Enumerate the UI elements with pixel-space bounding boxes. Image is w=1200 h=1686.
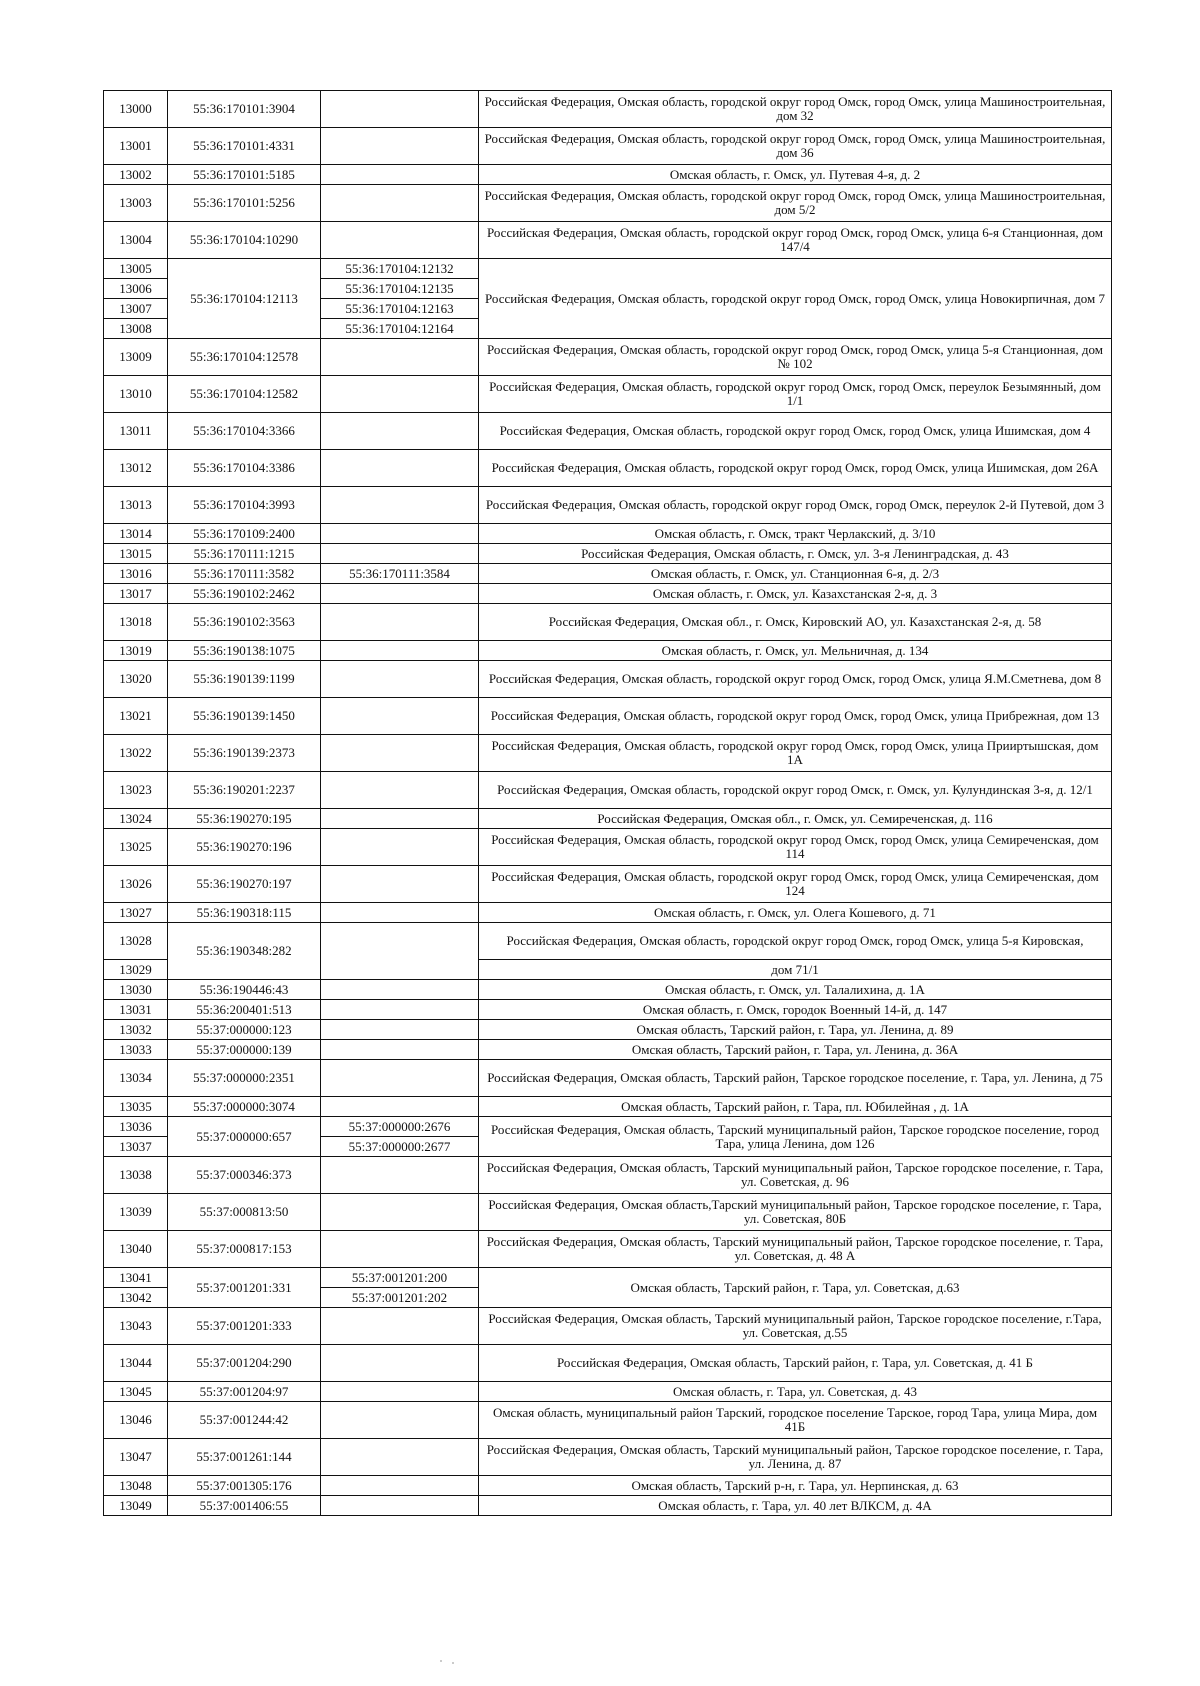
table-row	[104, 339, 1112, 376]
table-row	[104, 165, 1112, 185]
linked-cadastral-number-cell	[321, 185, 479, 222]
linked-cadastral-number-cell	[321, 1060, 479, 1097]
cadastral-number-cell: 55:36:170101:4331	[168, 128, 321, 165]
linked-cadastral-number-cell: 55:37:001201:202	[321, 1288, 479, 1308]
cadastral-number-cell: 55:37:000000:657	[168, 1117, 321, 1157]
record-number-cell: 13001	[104, 128, 168, 165]
table-row	[104, 413, 1112, 450]
linked-cadastral-number-cell	[321, 1097, 479, 1117]
address-cell: Российская Федерация, Омская область, городской округ город Омск, город Омск, переулок Безымянный, дом 1/1	[479, 376, 1112, 413]
linked-cadastral-number-cell: 55:36:170104:12135	[321, 279, 479, 299]
cadastral-number-cell: 55:36:190139:1199	[168, 661, 321, 698]
record-number-cell: 13026	[104, 866, 168, 903]
record-number-cell: 13009	[104, 339, 168, 376]
address-cell: Омская область, г. Омск, ул. Олега Кошевого, д. 71	[479, 903, 1112, 923]
record-number-cell: 13046	[104, 1402, 168, 1439]
address-cell: Российская Федерация, Омская область, городской округ город Омск, город Омск, улица 5-я Кировская,	[479, 923, 1112, 960]
record-number-cell: 13037	[104, 1137, 168, 1157]
linked-cadastral-number-cell: 55:37:000000:2677	[321, 1137, 479, 1157]
address-cell: Российская Федерация, Омская область, Тарский муниципальный район, Тарское городское поселение, г. Тара, ул. Ленина, д. 87	[479, 1439, 1112, 1476]
record-number-cell: 13002	[104, 165, 168, 185]
address-cell: Омская область, г. Омск, ул. Казахстанская 2-я, д. 3	[479, 584, 1112, 604]
linked-cadastral-number-cell	[321, 1382, 479, 1402]
register-table-body	[104, 91, 1112, 1516]
cadastral-number-cell: 55:36:170111:3582	[168, 564, 321, 584]
cadastral-number-cell: 55:36:190270:195	[168, 809, 321, 829]
cadastral-number-cell: 55:37:001244:42	[168, 1402, 321, 1439]
cadastral-number-cell: 55:36:170101:5256	[168, 185, 321, 222]
linked-cadastral-number-cell	[321, 1040, 479, 1060]
record-number-cell: 13007	[104, 299, 168, 319]
cadastral-number-cell: 55:36:190318:115	[168, 903, 321, 923]
table-row	[104, 1060, 1112, 1097]
record-number-cell: 13047	[104, 1439, 168, 1476]
cadastral-number-cell: 55:36:170104:10290	[168, 222, 321, 259]
linked-cadastral-number-cell	[321, 524, 479, 544]
address-cell: Омская область, Тарский р-н, г. Тара, ул. Нерпинская, д. 63	[479, 1476, 1112, 1496]
table-row	[104, 1117, 1112, 1137]
table-row	[104, 1345, 1112, 1382]
linked-cadastral-number-cell	[321, 1476, 479, 1496]
cadastral-number-cell: 55:36:170101:5185	[168, 165, 321, 185]
record-number-cell: 13024	[104, 809, 168, 829]
address-cell: Российская Федерация, Омская обл., г. Омск, ул. Семиреченская, д. 116	[479, 809, 1112, 829]
cadastral-number-cell: 55:36:190102:3563	[168, 604, 321, 641]
cadastral-number-cell: 55:37:001406:55	[168, 1496, 321, 1516]
cadastral-number-cell: 55:36:170104:3993	[168, 487, 321, 524]
record-number-cell: 13031	[104, 1000, 168, 1020]
address-cell: Омская область, Тарский район, г. Тара, ул. Ленина, д. 89	[479, 1020, 1112, 1040]
record-number-cell: 13021	[104, 698, 168, 735]
record-number-cell: 13034	[104, 1060, 168, 1097]
cadastral-number-cell: 55:37:001204:97	[168, 1382, 321, 1402]
cadastral-number-cell: 55:36:190201:2237	[168, 772, 321, 809]
cadastral-number-cell: 55:36:170111:1215	[168, 544, 321, 564]
cadastral-number-cell: 55:36:170104:12582	[168, 376, 321, 413]
record-number-cell: 13023	[104, 772, 168, 809]
table-row	[104, 128, 1112, 165]
cadastral-number-cell: 55:36:170101:3904	[168, 91, 321, 128]
cadastral-number-cell: 55:37:000000:3074	[168, 1097, 321, 1117]
linked-cadastral-number-cell	[321, 698, 479, 735]
table-row	[104, 564, 1112, 584]
linked-cadastral-number-cell	[321, 923, 479, 980]
cadastral-number-cell: 55:36:170104:3386	[168, 450, 321, 487]
cadastral-number-cell: 55:36:190348:282	[168, 923, 321, 980]
cadastral-number-cell: 55:37:001201:333	[168, 1308, 321, 1345]
record-number-cell: 13029	[104, 960, 168, 980]
linked-cadastral-number-cell	[321, 1345, 479, 1382]
cadastral-number-cell: 55:36:190102:2462	[168, 584, 321, 604]
linked-cadastral-number-cell	[321, 165, 479, 185]
table-row	[104, 185, 1112, 222]
record-number-cell: 13015	[104, 544, 168, 564]
linked-cadastral-number-cell: 55:37:001201:200	[321, 1268, 479, 1288]
address-cell: Российская Федерация, Омская область, городской округ город Омск, город Омск, переулок 2-й Путевой, дом 3	[479, 487, 1112, 524]
cadastral-number-cell: 55:37:001204:290	[168, 1345, 321, 1382]
linked-cadastral-number-cell	[321, 1308, 479, 1345]
address-cell: Российская Федерация, Омская область, Тарский муниципальный район, Тарское городское поселение, г.Тара, ул. Советская, д.55	[479, 1308, 1112, 1345]
table-row	[104, 1194, 1112, 1231]
table-row	[104, 1040, 1112, 1060]
address-cell: Российская Федерация, Омская область,Тарский муниципальный район, Тарское городское поселение, г. Тара, ул. Советская, 80Б	[479, 1194, 1112, 1231]
cadastral-number-cell: 55:37:000000:2351	[168, 1060, 321, 1097]
table-row	[104, 584, 1112, 604]
linked-cadastral-number-cell	[321, 641, 479, 661]
record-number-cell: 13041	[104, 1268, 168, 1288]
table-row	[104, 604, 1112, 641]
table-row	[104, 903, 1112, 923]
record-number-cell: 13005	[104, 259, 168, 279]
address-cell: Российская Федерация, Омская область, Тарский район, Тарское городское поселение, г. Тара, ул. Ленина, д 75	[479, 1060, 1112, 1097]
address-cell: Российская Федерация, Омская область, Тарский район, г. Тара, ул. Советская, д. 41 Б	[479, 1345, 1112, 1382]
table-row	[104, 809, 1112, 829]
linked-cadastral-number-cell	[321, 829, 479, 866]
address-cell: Омская область, г. Омск, городок Военный 14-й, д. 147	[479, 1000, 1112, 1020]
address-cell: Российская Федерация, Омская область, городской округ город Омск, город Омск, улица Прибрежная, дом 13	[479, 698, 1112, 735]
record-number-cell: 13010	[104, 376, 168, 413]
record-number-cell: 13025	[104, 829, 168, 866]
linked-cadastral-number-cell	[321, 544, 479, 564]
table-row	[104, 980, 1112, 1000]
cadastral-number-cell: 55:37:000817:153	[168, 1231, 321, 1268]
table-row	[104, 450, 1112, 487]
linked-cadastral-number-cell	[321, 1496, 479, 1516]
address-cell: Омская область, Тарский район, г. Тара, пл. Юбилейная , д. 1А	[479, 1097, 1112, 1117]
record-number-cell: 13033	[104, 1040, 168, 1060]
linked-cadastral-number-cell	[321, 661, 479, 698]
record-number-cell: 13012	[104, 450, 168, 487]
record-number-cell: 13035	[104, 1097, 168, 1117]
address-cell: дом 71/1	[479, 960, 1112, 980]
record-number-cell: 13019	[104, 641, 168, 661]
linked-cadastral-number-cell: 55:36:170104:12164	[321, 319, 479, 339]
scan-artifact	[452, 1662, 454, 1664]
record-number-cell: 13040	[104, 1231, 168, 1268]
cadastral-number-cell: 55:36:190139:2373	[168, 735, 321, 772]
linked-cadastral-number-cell	[321, 450, 479, 487]
address-cell: Омская область, г. Тара, ул. 40 лет ВЛКСМ, д. 4А	[479, 1496, 1112, 1516]
cadastral-number-cell: 55:36:200401:513	[168, 1000, 321, 1020]
linked-cadastral-number-cell	[321, 222, 479, 259]
record-number-cell: 13022	[104, 735, 168, 772]
address-cell: Российская Федерация, Омская область, городской округ город Омск, г. Омск, ул. Кулундинская 3-я, д. 12/1	[479, 772, 1112, 809]
record-number-cell: 13044	[104, 1345, 168, 1382]
table-row	[104, 1496, 1112, 1516]
linked-cadastral-number-cell: 55:36:170104:12163	[321, 299, 479, 319]
linked-cadastral-number-cell	[321, 980, 479, 1000]
address-cell: Омская область, г. Тара, ул. Советская, д. 43	[479, 1382, 1112, 1402]
address-cell: Российская Федерация, Омская область, городской округ город Омск, город Омск, улица Семиреченская, дом 114	[479, 829, 1112, 866]
address-cell: Омская область, Тарский район, г. Тара, ул. Ленина, д. 36А	[479, 1040, 1112, 1060]
address-cell: Омская область, г. Омск, ул. Талалихина, д. 1А	[479, 980, 1112, 1000]
address-cell: Российская Федерация, Омская область, городской округ город Омск, город Омск, улица Машиностроительная, дом 32	[479, 91, 1112, 128]
record-number-cell: 13038	[104, 1157, 168, 1194]
table-row	[104, 91, 1112, 128]
record-number-cell: 13036	[104, 1117, 168, 1137]
linked-cadastral-number-cell	[321, 1402, 479, 1439]
linked-cadastral-number-cell	[321, 376, 479, 413]
address-cell: Российская Федерация, Омская область, городской округ город Омск, город Омск, улица Прииртышская, дом 1А	[479, 735, 1112, 772]
cadastral-number-cell: 55:37:001261:144	[168, 1439, 321, 1476]
table-row	[104, 1268, 1112, 1288]
linked-cadastral-number-cell	[321, 809, 479, 829]
address-cell: Российская Федерация, Омская область, городской округ город Омск, город Омск, улица Я.М.Сметнева, дом 8	[479, 661, 1112, 698]
cadastral-number-cell: 55:36:190138:1075	[168, 641, 321, 661]
cadastral-number-cell: 55:36:190270:196	[168, 829, 321, 866]
cadastral-number-cell: 55:37:000813:50	[168, 1194, 321, 1231]
cadastral-number-cell: 55:36:170104:3366	[168, 413, 321, 450]
table-row	[104, 1402, 1112, 1439]
table-row	[104, 1020, 1112, 1040]
cadastral-number-cell: 55:36:190139:1450	[168, 698, 321, 735]
linked-cadastral-number-cell	[321, 866, 479, 903]
address-cell: Омская область, г. Омск, тракт Черлакский, д. 3/10	[479, 524, 1112, 544]
cadastral-number-cell: 55:37:000346:373	[168, 1157, 321, 1194]
table-row	[104, 772, 1112, 809]
cadastral-number-cell: 55:37:000000:139	[168, 1040, 321, 1060]
cadastral-number-cell: 55:36:170104:12578	[168, 339, 321, 376]
record-number-cell: 13045	[104, 1382, 168, 1402]
linked-cadastral-number-cell	[321, 487, 479, 524]
record-number-cell: 13020	[104, 661, 168, 698]
address-cell: Российская Федерация, Омская область, Тарский муниципальный район, Тарское городское поселение, г. Тара, ул. Советская, д. 96	[479, 1157, 1112, 1194]
record-number-cell: 13039	[104, 1194, 168, 1231]
record-number-cell: 13016	[104, 564, 168, 584]
address-cell: Российская Федерация, Омская область, г. Омск, ул. 3-я Ленинградская, д. 43	[479, 544, 1112, 564]
linked-cadastral-number-cell	[321, 1157, 479, 1194]
linked-cadastral-number-cell	[321, 1231, 479, 1268]
table-row	[104, 1476, 1112, 1496]
cadastral-number-cell: 55:36:190446:43	[168, 980, 321, 1000]
record-number-cell: 13013	[104, 487, 168, 524]
table-row	[104, 1231, 1112, 1268]
linked-cadastral-number-cell	[321, 1439, 479, 1476]
linked-cadastral-number-cell	[321, 604, 479, 641]
record-number-cell: 13048	[104, 1476, 168, 1496]
record-number-cell: 13011	[104, 413, 168, 450]
table-row	[104, 544, 1112, 564]
table-row	[104, 1382, 1112, 1402]
address-cell: Омская область, Тарский район, г. Тара, ул. Советская, д.63	[479, 1268, 1112, 1308]
cadastral-number-cell: 55:37:001201:331	[168, 1268, 321, 1308]
linked-cadastral-number-cell	[321, 1020, 479, 1040]
record-number-cell: 13049	[104, 1496, 168, 1516]
table-row	[104, 661, 1112, 698]
linked-cadastral-number-cell	[321, 1000, 479, 1020]
record-number-cell: 13017	[104, 584, 168, 604]
linked-cadastral-number-cell	[321, 903, 479, 923]
record-number-cell: 13042	[104, 1288, 168, 1308]
record-number-cell: 13043	[104, 1308, 168, 1345]
table-row	[104, 641, 1112, 661]
table-row	[104, 866, 1112, 903]
cadastral-number-cell: 55:37:001305:176	[168, 1476, 321, 1496]
linked-cadastral-number-cell: 55:36:170111:3584	[321, 564, 479, 584]
address-cell: Российская Федерация, Омская область, городской округ город Омск, город Омск, улица 5-я Станционная, дом № 102	[479, 339, 1112, 376]
linked-cadastral-number-cell: 55:36:170104:12132	[321, 259, 479, 279]
address-cell: Российская Федерация, Омская область, городской округ город Омск, город Омск, улица Семиреченская, дом 124	[479, 866, 1112, 903]
record-number-cell: 13030	[104, 980, 168, 1000]
linked-cadastral-number-cell	[321, 735, 479, 772]
table-row	[104, 829, 1112, 866]
record-number-cell: 13014	[104, 524, 168, 544]
record-number-cell: 13004	[104, 222, 168, 259]
address-cell: Омская область, г. Омск, ул. Станционная 6-я, д. 2/3	[479, 564, 1112, 584]
cadastral-number-cell: 55:36:190270:197	[168, 866, 321, 903]
record-number-cell: 13018	[104, 604, 168, 641]
table-row	[104, 487, 1112, 524]
table-row	[104, 923, 1112, 960]
property-register-table	[103, 90, 1112, 1516]
table-row	[104, 524, 1112, 544]
record-number-cell: 13008	[104, 319, 168, 339]
address-cell: Российская Федерация, Омская область, городской округ город Омск, город Омск, улица Ишимская, дом 26А	[479, 450, 1112, 487]
table-row	[104, 259, 1112, 279]
linked-cadastral-number-cell: 55:37:000000:2676	[321, 1117, 479, 1137]
record-number-cell: 13027	[104, 903, 168, 923]
record-number-cell: 13000	[104, 91, 168, 128]
record-number-cell: 13028	[104, 923, 168, 960]
record-number-cell: 13032	[104, 1020, 168, 1040]
linked-cadastral-number-cell	[321, 339, 479, 376]
table-row	[104, 698, 1112, 735]
linked-cadastral-number-cell	[321, 1194, 479, 1231]
linked-cadastral-number-cell	[321, 91, 479, 128]
table-row	[104, 222, 1112, 259]
record-number-cell: 13006	[104, 279, 168, 299]
table-row	[104, 1157, 1112, 1194]
table-row	[104, 1439, 1112, 1476]
address-cell: Российская Федерация, Омская область, городской округ город Омск, город Омск, улица Ишимская, дом 4	[479, 413, 1112, 450]
address-cell: Российская Федерация, Омская область, городской округ город Омск, город Омск, улица Машиностроительная, дом 5/2	[479, 185, 1112, 222]
linked-cadastral-number-cell	[321, 128, 479, 165]
cadastral-number-cell: 55:36:170104:12113	[168, 259, 321, 339]
scan-artifact	[440, 1660, 442, 1662]
cadastral-number-cell: 55:36:170109:2400	[168, 524, 321, 544]
table-row	[104, 735, 1112, 772]
table-row	[104, 1000, 1112, 1020]
table-row	[104, 376, 1112, 413]
linked-cadastral-number-cell	[321, 772, 479, 809]
address-cell: Российская Федерация, Омская область, городской округ город Омск, город Омск, улица Новокирпичная, дом 7	[479, 259, 1112, 339]
linked-cadastral-number-cell	[321, 584, 479, 604]
address-cell: Российская Федерация, Омская область, городской округ город Омск, город Омск, улица 6-я Станционная, дом 147/4	[479, 222, 1112, 259]
address-cell: Российская Федерация, Омская область, Тарский муниципальный район, Тарское городское поселение, город Тара, улица Ленина, дом 126	[479, 1117, 1112, 1157]
address-cell: Российская Федерация, Омская обл., г. Омск, Кировский АО, ул. Казахстанская 2-я, д. 58	[479, 604, 1112, 641]
table-row	[104, 1308, 1112, 1345]
record-number-cell: 13003	[104, 185, 168, 222]
address-cell: Омская область, муниципальный район Тарский, городское поселение Тарское, город Тара, улица Мира, дом 41Б	[479, 1402, 1112, 1439]
cadastral-number-cell: 55:37:000000:123	[168, 1020, 321, 1040]
table-row	[104, 1097, 1112, 1117]
linked-cadastral-number-cell	[321, 413, 479, 450]
address-cell: Российская Федерация, Омская область, городской округ город Омск, город Омск, улица Машиностроительная, дом 36	[479, 128, 1112, 165]
address-cell: Омская область, г. Омск, ул. Мельничная, д. 134	[479, 641, 1112, 661]
address-cell: Омская область, г. Омск, ул. Путевая 4-я, д. 2	[479, 165, 1112, 185]
address-cell: Российская Федерация, Омская область, Тарский муниципальный район, Тарское городское поселение, г. Тара, ул. Советская, д. 48 А	[479, 1231, 1112, 1268]
